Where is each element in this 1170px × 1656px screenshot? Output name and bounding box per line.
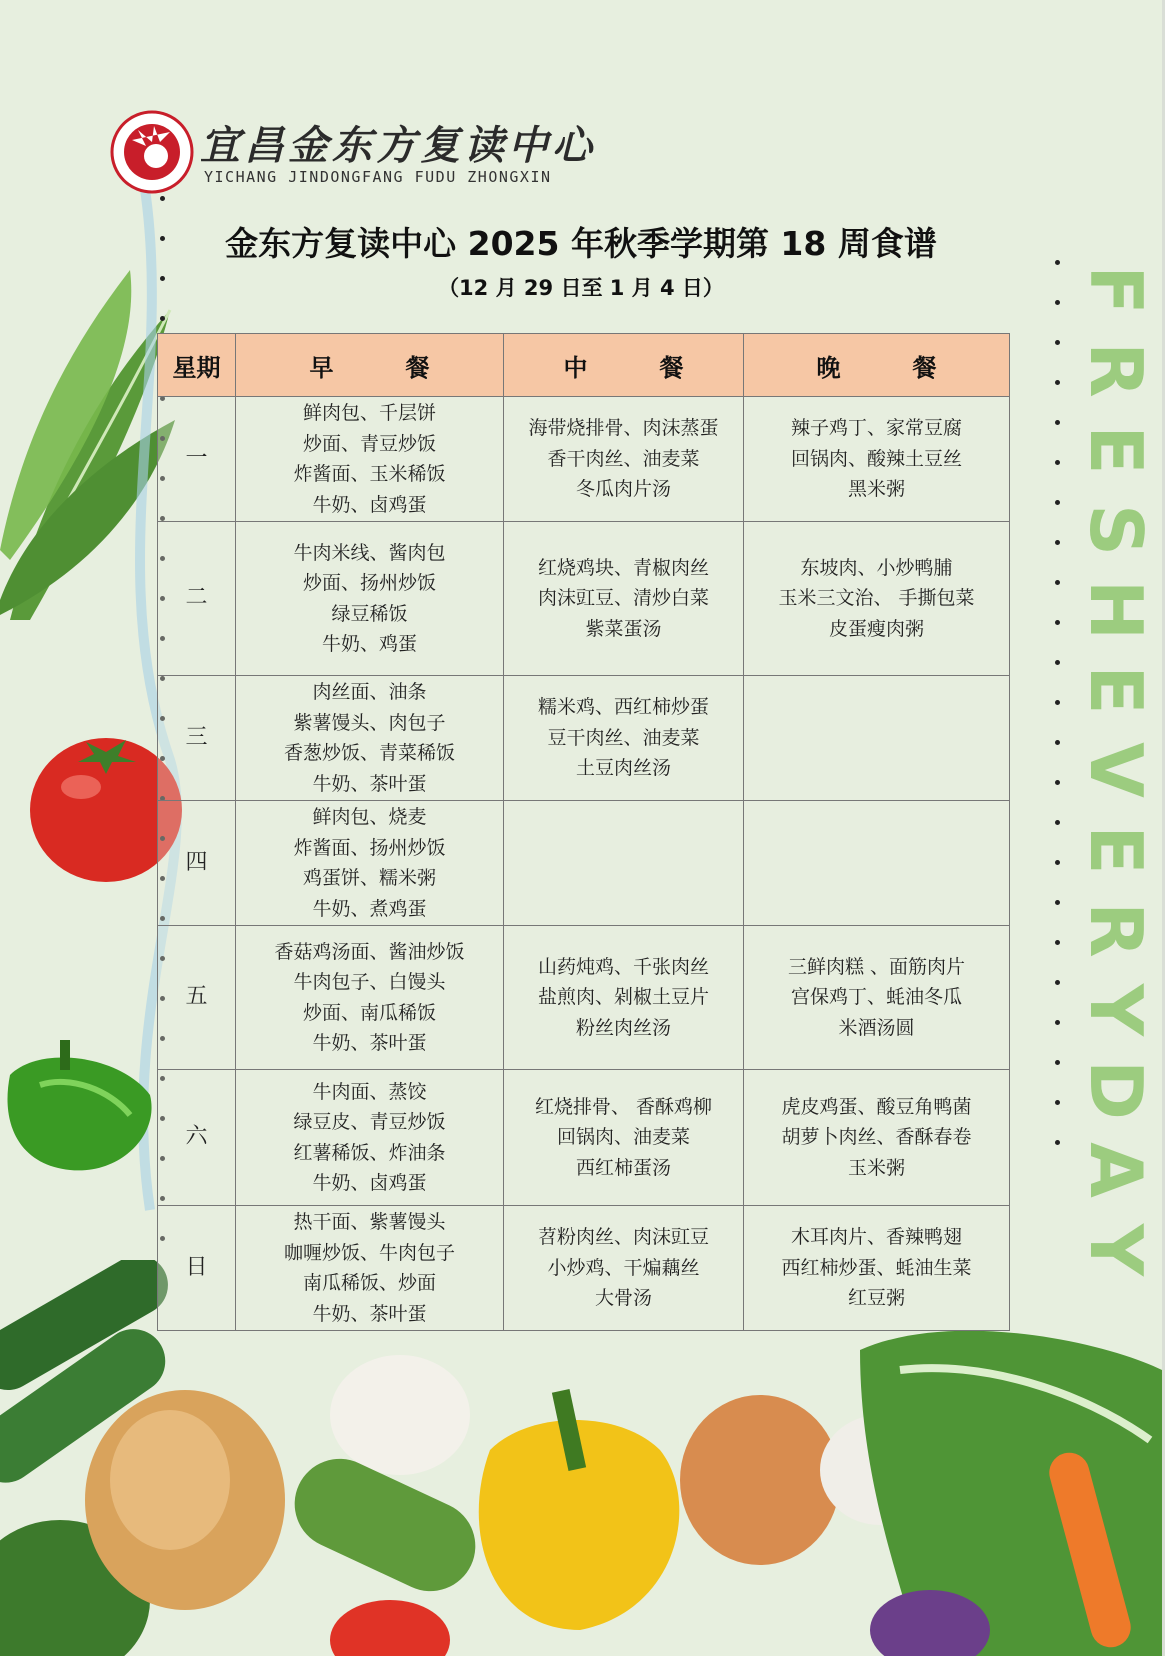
lunch-item: 大骨汤 — [594, 1287, 652, 1310]
table-row — [158, 397, 1010, 522]
lunch-item: 西红柿蛋汤 — [575, 1156, 671, 1179]
breakfast-item: 绿豆皮、青豆炒饭 — [293, 1111, 446, 1133]
lunch-item: 苕粉肉丝、肉沫豇豆 — [537, 1226, 709, 1249]
dinner-item: 玉米三文治、 手撕包菜 — [778, 587, 975, 610]
slogan-letter: E — [1074, 425, 1158, 475]
slogan-letter: Y — [1074, 983, 1158, 1037]
slogan-letter: A — [1074, 1142, 1158, 1198]
breakfast-item: 牛肉面、蒸饺 — [312, 1080, 427, 1103]
lunch-item: 盐煎肉、剁椒土豆片 — [537, 986, 709, 1009]
table-row — [158, 926, 1010, 1070]
dinner-item: 西红柿炒蛋、蚝油生菜 — [781, 1256, 972, 1279]
breakfast-item: 牛奶、煮鸡蛋 — [312, 897, 427, 920]
breakfast-item: 炸酱面、玉米稀饭 — [293, 463, 446, 485]
dinner-item: 东坡肉、小炒鸭脯 — [800, 556, 953, 579]
table-row — [158, 1206, 1010, 1331]
breakfast-item: 热干面、紫薯馒头 — [293, 1211, 446, 1233]
lunch-item: 豆干肉丝、油麦菜 — [547, 726, 700, 749]
school-logo — [110, 110, 194, 194]
dinner-cell — [744, 522, 1010, 676]
dinner-item: 木耳肉片、香辣鸭翅 — [790, 1226, 962, 1249]
date-range-subtitle: （12 月 29 日至 1 月 4 日） — [438, 276, 724, 300]
breakfast-item: 鲜肉包、烧麦 — [312, 806, 427, 828]
table-row — [158, 801, 1010, 926]
breakfast-item: 鸡蛋饼、糯米粥 — [302, 867, 436, 889]
dinner-item: 玉米粥 — [847, 1156, 905, 1179]
slogan-letter: V — [1074, 742, 1158, 798]
slogan-letter: E — [1074, 825, 1158, 875]
breakfast-item: 炒面、南瓜稀饭 — [302, 1001, 436, 1024]
breakfast-item: 香菇鸡汤面、酱油炒饭 — [274, 940, 465, 963]
breakfast-item: 牛奶、鸡蛋 — [321, 633, 417, 655]
breakfast-item: 炸酱面、扬州炒饭 — [293, 836, 446, 859]
lunch-cell — [504, 397, 744, 522]
dinner-item: 宫保鸡丁、蚝油冬瓜 — [790, 986, 962, 1009]
breakfast-item: 红薯稀饭、炸油条 — [293, 1141, 446, 1164]
slogan-letter: E — [1074, 665, 1158, 715]
dinner-item: 米酒汤圆 — [838, 1016, 915, 1039]
lunch-item: 海带烧排骨、肉沫蒸蛋 — [528, 417, 719, 440]
breakfast-item: 牛肉米线、酱肉包 — [293, 541, 446, 564]
header-breakfast: 早 餐 — [236, 334, 504, 397]
lunch-cell — [504, 801, 744, 926]
breakfast-item: 牛肉包子、白馒头 — [293, 971, 446, 993]
lunch-cell — [504, 926, 744, 1070]
weekday-cell: 三 — [158, 676, 236, 801]
lunch-item: 粉丝肉丝汤 — [575, 1016, 671, 1039]
lunch-cell — [504, 522, 744, 676]
fresh-every-day-slogan — [1072, 250, 1158, 1290]
table-row — [158, 1070, 1010, 1206]
dinner-cell — [744, 801, 1010, 926]
dinner-item: 胡萝卜肉丝、香酥春卷 — [781, 1126, 972, 1149]
dinner-item: 三鲜肉糕 、面筋肉片 — [787, 955, 966, 978]
lunch-item: 红烧排骨、 香酥鸡柳 — [534, 1095, 713, 1118]
breakfast-item: 肉丝面、油条 — [312, 681, 427, 703]
logo-name-english: YICHANG JINDONGFANG FUDU ZHONGXIN — [204, 168, 552, 186]
breakfast-item: 绿豆稀饭 — [331, 602, 408, 625]
lunch-item: 糯米鸡、西红柿炒蛋 — [537, 696, 709, 719]
lunch-item: 回锅肉、油麦菜 — [556, 1126, 690, 1149]
weekly-menu-table — [157, 333, 1010, 1331]
lunch-cell — [504, 676, 744, 801]
lunch-item: 山药炖鸡、千张肉丝 — [537, 955, 709, 978]
lunch-item: 紫菜蛋汤 — [585, 617, 662, 640]
slogan-letter: F — [1074, 265, 1158, 315]
breakfast-item: 紫薯馒头、肉包子 — [293, 711, 446, 734]
dinner-cell — [744, 1206, 1010, 1331]
slogan-letter: R — [1074, 902, 1158, 958]
breakfast-item: 牛奶、卤鸡蛋 — [312, 493, 427, 516]
breakfast-item: 炒面、扬州炒饭 — [302, 572, 436, 594]
breakfast-item: 牛奶、卤鸡蛋 — [312, 1172, 427, 1194]
breakfast-cell — [236, 1070, 504, 1206]
breakfast-item: 鲜肉包、千层饼 — [302, 402, 436, 424]
breakfast-item: 牛奶、茶叶蛋 — [312, 1302, 427, 1325]
table-row — [158, 676, 1010, 801]
weekday-cell: 一 — [158, 397, 236, 522]
page-title: 金东方复读中心 2025 年秋季学期第 18 周食谱 — [225, 224, 937, 263]
slogan-letter: D — [1074, 1060, 1158, 1120]
lunch-item: 香干肉丝、油麦菜 — [547, 447, 700, 470]
dinner-item: 红豆粥 — [847, 1287, 905, 1310]
header-dinner: 晚 餐 — [744, 334, 1010, 397]
breakfast-item: 牛奶、茶叶蛋 — [312, 772, 427, 795]
dinner-cell — [744, 676, 1010, 801]
dinner-cell — [744, 397, 1010, 522]
dinner-item: 黑米粥 — [847, 478, 905, 501]
weekday-cell: 六 — [158, 1070, 236, 1206]
lunch-item: 红烧鸡块、青椒肉丝 — [537, 556, 709, 579]
slogan-letter: S — [1074, 504, 1158, 556]
breakfast-cell — [236, 397, 504, 522]
header-weekday: 星期 — [158, 334, 236, 397]
breakfast-cell — [236, 926, 504, 1070]
slogan-letter: R — [1074, 342, 1158, 398]
weekday-cell: 五 — [158, 926, 236, 1070]
header-lunch: 中 餐 — [504, 334, 744, 397]
lunch-item: 小炒鸡、干煸藕丝 — [547, 1256, 700, 1279]
dinner-item: 辣子鸡丁、家常豆腐 — [790, 417, 962, 440]
slogan-letter: H — [1074, 579, 1158, 641]
weekday-cell: 日 — [158, 1206, 236, 1331]
weekday-cell: 二 — [158, 522, 236, 676]
lunch-cell — [504, 1206, 744, 1331]
weekday-cell: 四 — [158, 801, 236, 926]
dot-column-right — [1055, 260, 1061, 1180]
lunch-item: 土豆肉丝汤 — [575, 757, 671, 780]
table-header-row — [158, 334, 1010, 397]
table-row — [158, 522, 1010, 676]
dinner-item: 皮蛋瘦肉粥 — [828, 617, 924, 640]
logo-name-chinese: 宜昌金东方复读中心 — [200, 122, 596, 169]
breakfast-cell — [236, 801, 504, 926]
lunch-cell — [504, 1070, 744, 1206]
breakfast-item: 牛奶、茶叶蛋 — [312, 1032, 427, 1054]
breakfast-item: 炒面、青豆炒饭 — [302, 432, 436, 455]
breakfast-item: 香葱炒饭、青菜稀饭 — [283, 742, 455, 764]
breakfast-cell — [236, 1206, 504, 1331]
breakfast-cell — [236, 676, 504, 801]
dinner-cell — [744, 926, 1010, 1070]
dinner-item: 回锅肉、酸辣土豆丝 — [790, 447, 962, 470]
lunch-item: 肉沫豇豆、清炒白菜 — [537, 587, 709, 610]
dinner-item: 虎皮鸡蛋、酸豆角鸭菌 — [781, 1095, 972, 1118]
breakfast-cell — [236, 522, 504, 676]
breakfast-item: 咖喱炒饭、牛肉包子 — [283, 1241, 455, 1264]
vegetables-bottom-decoration — [0, 1330, 1162, 1656]
dinner-cell — [744, 1070, 1010, 1206]
slogan-letter: Y — [1074, 1223, 1158, 1277]
breakfast-item: 南瓜稀饭、炒面 — [302, 1272, 436, 1294]
green-pepper-decoration — [0, 1035, 160, 1185]
lunch-item: 冬瓜肉片汤 — [575, 478, 671, 501]
